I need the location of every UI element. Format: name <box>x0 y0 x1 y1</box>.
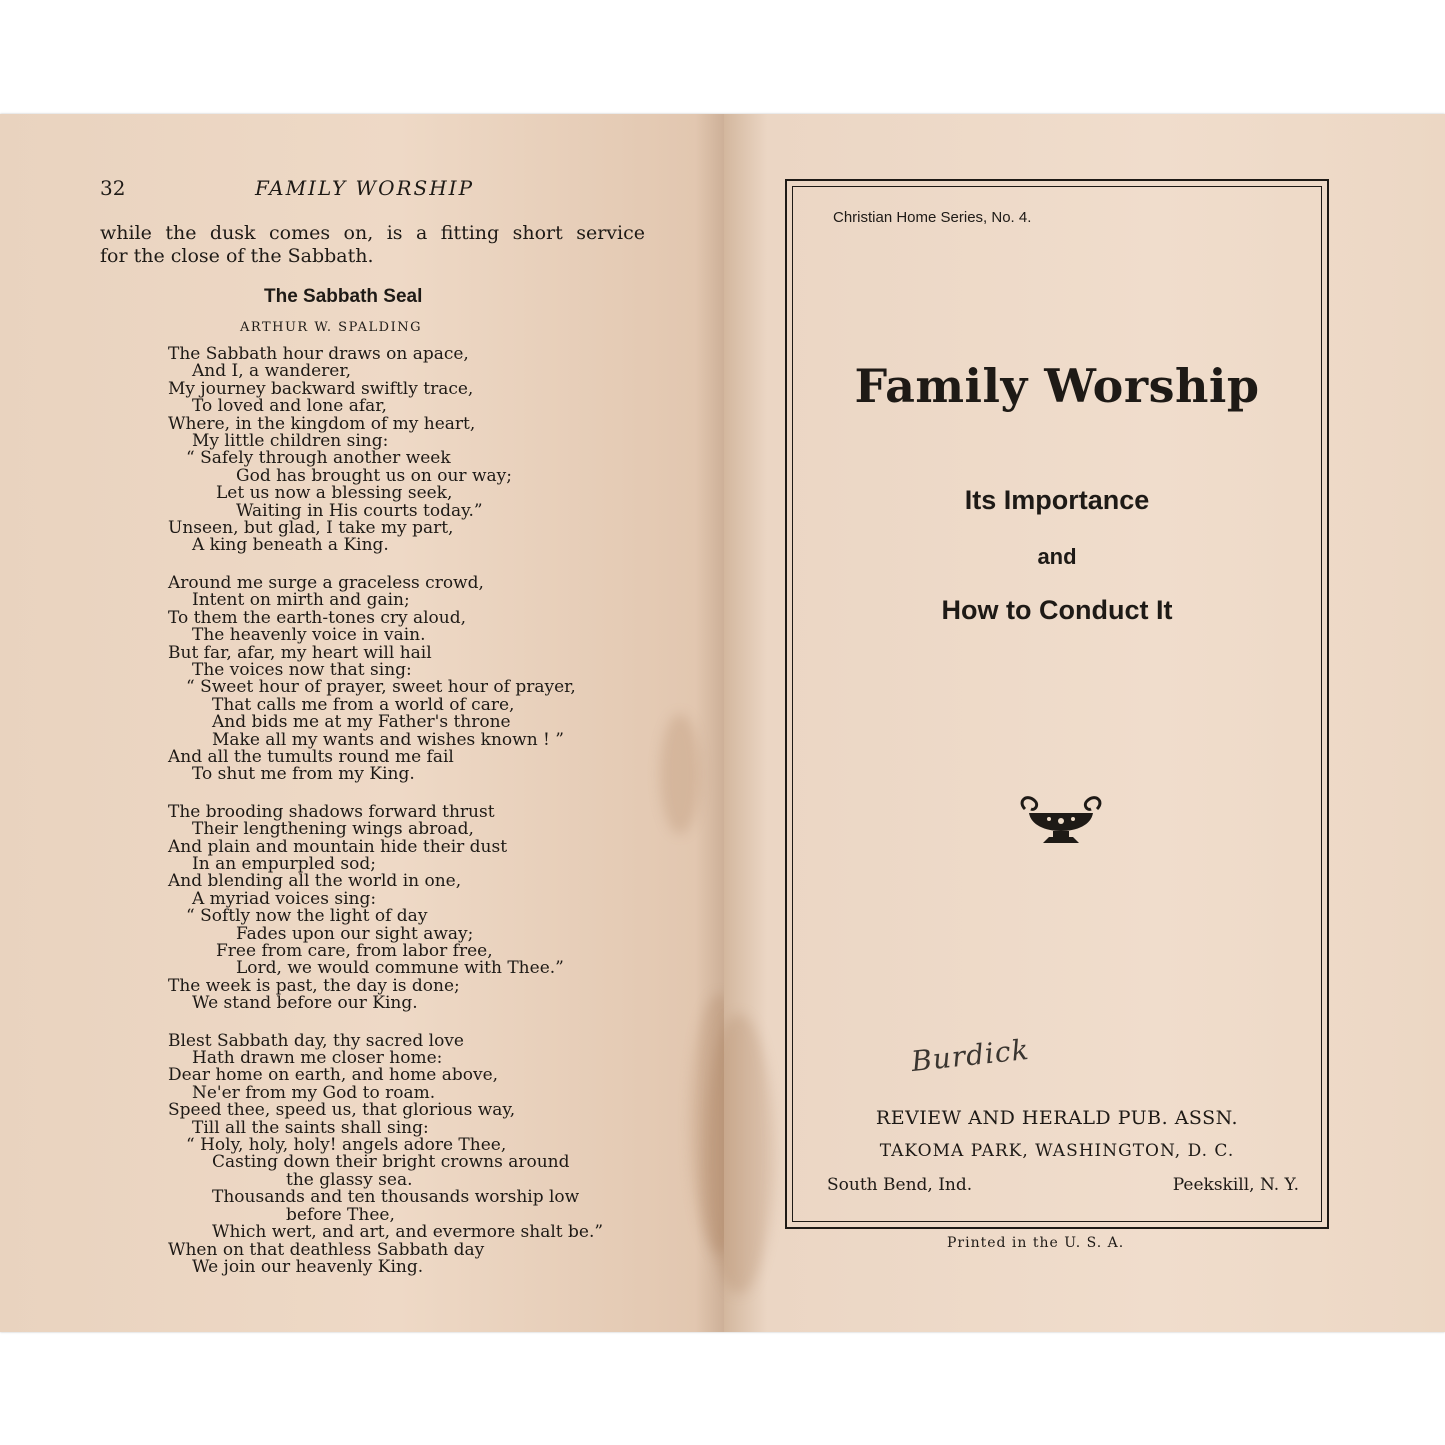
poem-line: Make all my wants and wishes known ! ” <box>212 729 564 750</box>
poem-line: The week is past, the day is done; <box>168 975 460 996</box>
poem-line: Lord, we would commune with Thee.” <box>236 958 564 979</box>
poem-line: The brooding shadows forward thrust <box>168 801 495 822</box>
poem-line: To loved and lone afar, <box>192 396 387 417</box>
poem <box>168 346 648 1276</box>
poem-title: The Sabbath Seal <box>264 286 423 307</box>
stanza-gap <box>168 1013 648 1033</box>
poem-line: Let us now a blessing seek, <box>216 483 453 504</box>
poem-line: My journey backward swiftly trace, <box>168 378 474 399</box>
poem-line: Around me surge a graceless crowd, <box>168 572 484 593</box>
subtitle-importance: Its Importance <box>964 485 1150 515</box>
poem-line: To them the earth-tones cry aloud, <box>168 607 467 628</box>
poem-line: To shut me from my King. <box>192 764 415 785</box>
poem-line: Thousands and ten thousands worship low <box>212 1187 580 1208</box>
poem-line: A king beneath a King. <box>192 535 389 556</box>
poem-line: Their lengthening wings abroad, <box>192 819 474 840</box>
handwritten-signature: Burdick <box>909 1032 1031 1079</box>
poem-line: Which wert, and art, and evermore shalt be.” <box>212 1222 604 1243</box>
poem-line: When on that deathless Sabbath day <box>168 1239 485 1260</box>
poem-line: We join our heavenly King. <box>192 1256 424 1277</box>
poem-line: And plain and mountain hide their dust <box>168 836 508 857</box>
poem-line: Where, in the kingdom of my heart, <box>168 413 476 434</box>
page-number: 32 <box>100 176 126 200</box>
printed-in-usa: Printed in the U. S. A. <box>947 1235 1125 1251</box>
oil-lamp-ornament-icon <box>1015 795 1107 847</box>
poem-line: That calls me from a world of care, <box>212 694 515 715</box>
poem-line: Intent on mirth and gain; <box>192 590 410 611</box>
stanza-gap <box>168 784 648 804</box>
stanza-gap <box>168 555 648 575</box>
open-booklet <box>0 114 1445 1332</box>
poem-line: Hath drawn me closer home: <box>192 1048 443 1069</box>
poem-line: “ Safely through another week <box>186 448 451 469</box>
poem-line: Dear home on earth, and home above, <box>168 1065 499 1086</box>
running-head <box>100 176 660 206</box>
poem-line: before Thee, <box>286 1204 395 1225</box>
poem-line: Waiting in His courts today.” <box>236 500 483 521</box>
poem-line: The heavenly voice in vain. <box>192 625 426 646</box>
subtitle-how-to-conduct: How to Conduct It <box>941 595 1173 625</box>
publisher-city-right: Peekskill, N. Y. <box>1172 1175 1299 1195</box>
subtitle-and: and <box>1037 544 1077 569</box>
poem-line: Blest Sabbath day, thy sacred love <box>168 1030 464 1051</box>
left-page <box>0 114 724 1332</box>
intro-paragraph <box>100 222 645 268</box>
poem-line: the glassy sea. <box>286 1169 413 1190</box>
poem-line: In an empurpled sod; <box>192 853 376 874</box>
poem-line: And all the tumults round me fail <box>168 746 454 767</box>
poem-author: ARTHUR W. SPALDING <box>240 320 422 335</box>
poem-line: “ Softly now the light of day <box>186 906 428 927</box>
poem-line: And I, a wanderer, <box>192 361 352 382</box>
right-page <box>724 114 1445 1332</box>
poem-line: Casting down their bright crowns around <box>212 1152 570 1173</box>
intro-line: while the dusk comes on, is a fitting short service <box>100 222 645 244</box>
title-page-frame <box>785 179 1329 1229</box>
poem-line: My little children sing: <box>192 431 389 452</box>
poem-line: God has brought us on our way; <box>236 465 512 486</box>
poem-line: Fades upon our sight away; <box>236 923 474 944</box>
running-title: FAMILY WORSHIP <box>255 176 475 200</box>
poem-line: A myriad voices sing: <box>192 888 377 909</box>
series-label: Christian Home Series, No. 4. <box>833 209 1032 226</box>
poem-line: Unseen, but glad, I take my part, <box>168 518 454 539</box>
poem-line: Speed thee, speed us, that glorious way, <box>168 1100 516 1121</box>
poem-line: Till all the saints shall sing: <box>192 1117 429 1138</box>
publisher-city-left: South Bend, Ind. <box>827 1175 973 1195</box>
intro-line: for the close of the Sabbath. <box>100 245 374 267</box>
poem-line: “ Holy, holy, holy! angels adore Thee, <box>186 1135 507 1156</box>
publisher-address: TAKOMA PARK, WASHINGTON, D. C. <box>879 1141 1235 1161</box>
book-title: Family Worship <box>854 359 1260 413</box>
poem-line: We stand before our King. <box>192 993 418 1014</box>
poem-line: And bids me at my Father's throne <box>212 712 511 733</box>
title-page-inner-frame <box>792 186 1322 1222</box>
poem-line: And blending all the world in one, <box>168 871 462 892</box>
poem-line: The Sabbath hour draws on apace, <box>168 344 469 364</box>
poem-line: But far, afar, my heart will hail <box>168 642 432 663</box>
poem-line: The voices now that sing: <box>192 659 412 680</box>
poem-line: “ Sweet hour of prayer, sweet hour of prayer, <box>186 677 576 698</box>
poem-line: Free from care, from labor free, <box>216 941 493 961</box>
publisher-name: REVIEW AND HERALD PUB. ASSN. <box>875 1107 1239 1129</box>
poem-line: Ne'er from my God to roam. <box>192 1082 436 1103</box>
